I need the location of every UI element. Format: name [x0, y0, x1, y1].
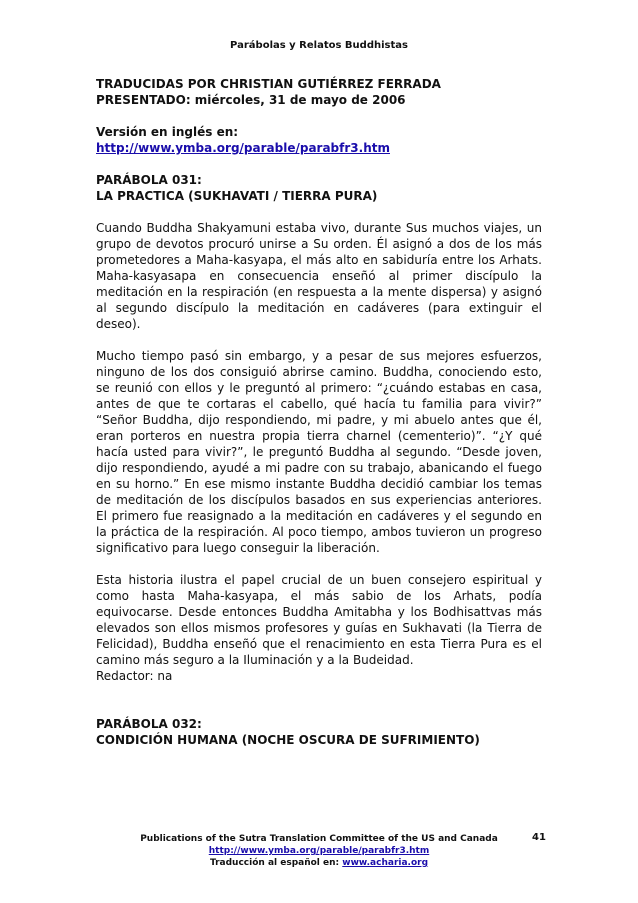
- footer-link-parable[interactable]: http://www.ymba.org/parable/parabfr3.htm: [208, 846, 430, 856]
- parable-31-paragraph-1: Cuando Buddha Shakyamuni estaba vivo, durante Sus muchos viajes, un grupo de devotos procuró unirse a Su orden. Él asignó a dos de los más prometedores a Maha-kasyapa, el más alto en sabiduría entre los Arhats. Maha-kasyasapa en consecuencia enseñó al primer discípulo la meditación en la respiración (en respuesta a la mente dispersa) y asignó al segundo discípulo la meditación en cadáveres (para extinguir el deseo).: [96, 221, 542, 331]
- parable-32-number: PARÁBOLA 032:: [96, 717, 202, 731]
- parable-31-title: LA PRACTICA (SUKHAVATI / TIERRA PURA): [96, 189, 378, 203]
- english-version-link[interactable]: http://www.ymba.org/parable/parabfr3.htm: [96, 141, 390, 155]
- english-version-label: Versión en inglés en:: [96, 125, 239, 139]
- footer-translation-label: Traducción al español en:: [209, 858, 343, 868]
- footer-publisher: Publications of the Sutra Translation Committee of the US and Canada: [140, 834, 498, 844]
- parable-31-number: PARÁBOLA 031:: [96, 173, 202, 187]
- document-body: [96, 76, 542, 748]
- translator-credit: TRADUCIDAS POR CHRISTIAN GUTIÉRREZ FERRADA: [96, 77, 441, 91]
- parable-32-title: CONDICIÓN HUMANA (NOCHE OSCURA DE SUFRIMIENTO): [96, 733, 480, 747]
- parable-31-editor: Redactor: na: [96, 669, 173, 683]
- presented-date: PRESENTADO: miércoles, 31 de mayo de 2006: [96, 93, 406, 107]
- page-header: Parábolas y Relatos Buddhistas: [230, 40, 408, 51]
- footer-link-acharia[interactable]: www.acharia.org: [342, 858, 429, 868]
- parable-31-paragraph-3: Esta historia ilustra el papel crucial de un buen consejero espiritual y como hasta Maha-kasyapa, el más sabio de los Arhats, podía equivocarse. Desde entonces Buddha Amitabha y los Bodhisattvas más elevados son ellos mismos profesores y guías en Sukhavati (la Tierra de Felicidad), Buddha enseñó que el renacimiento en esta Tierra Pura es el camino más seguro a la Iluminación y a la Budeidad.: [96, 573, 542, 667]
- footer-translation-line: [0, 857, 638, 869]
- parable-31-paragraph-2: Mucho tiempo pasó sin embargo, y a pesar de sus mejores esfuerzos, ninguno de los dos consiguió abrirse camino. Buddha, conociendo esto, se reunió con ellos y le preguntó al primero: “¿cuándo estabas en casa, antes de que te cortaras el cabello, qué hacía tu familia para vivir?” “Señor Buddha, dijo respondiendo, mi padre, y mi abuelo antes que él, eran porteros en nuestra propia tierra charnel (cementerio)”. “¿Y qué hacía usted para vivir?”, le preguntó Buddha al segundo. “Desde joven, dijo respondiendo, ayudé a mi padre con su trabajo, abanicando el fuego en su horno.” En ese mismo instante Buddha decidió cambiar los temas de meditación de los discípulos basados en sus experiencias anteriores. El primero fue reasignado a la meditación en cadáveres y el segundo en la práctica de la respiración. Al poco tiempo, ambos tuvieron un progreso significativo para luego conseguir la liberación.: [96, 349, 542, 555]
- page-number: 41: [532, 832, 546, 843]
